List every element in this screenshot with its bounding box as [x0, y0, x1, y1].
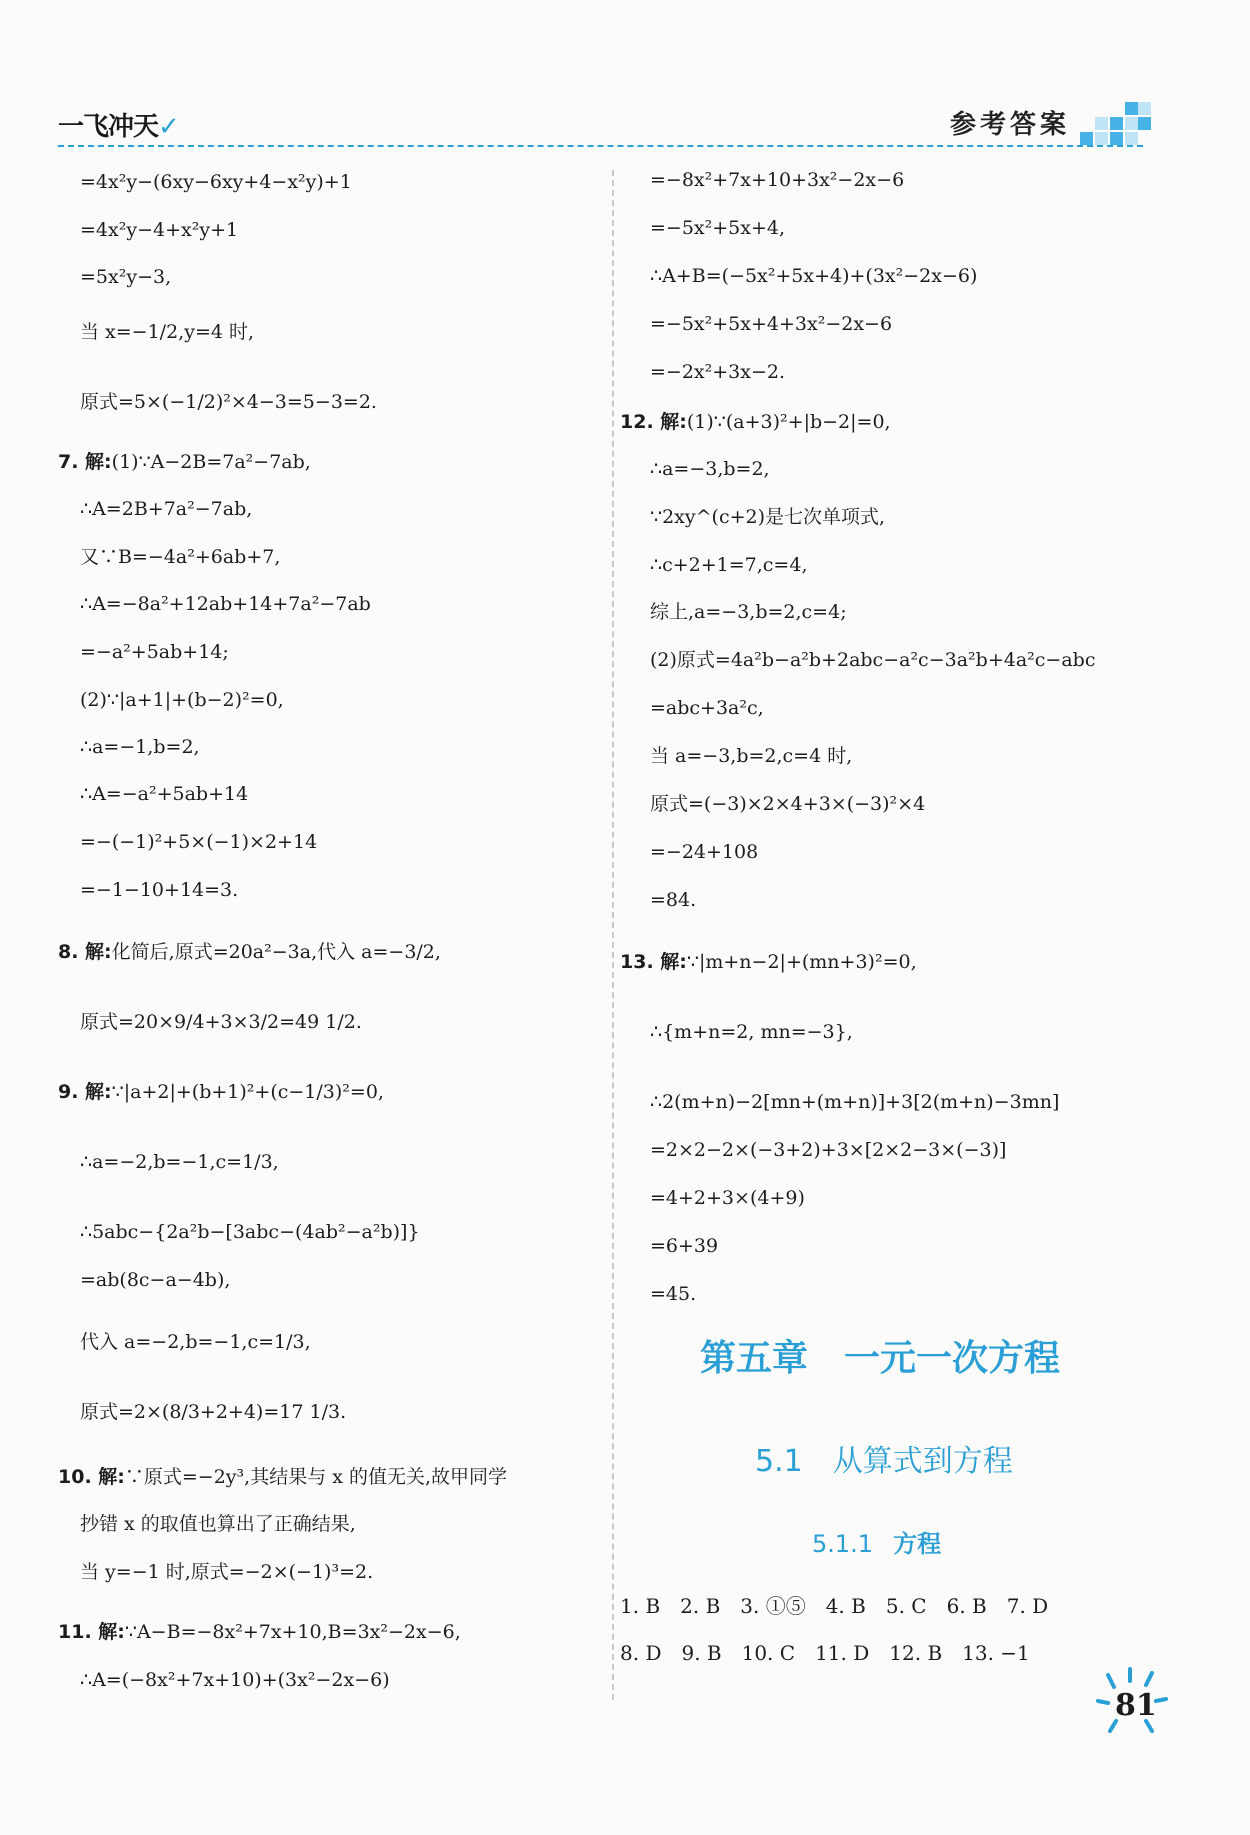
answer-line: 8. 解:化简后,原式=20a²−3a,代入 a=−3/2,	[58, 941, 441, 963]
answer-line: 当 x=−1/2,y=4 时,	[80, 321, 255, 343]
header-title: 参考答案	[950, 110, 1071, 140]
answer-line: 原式=2×(8/3+2+4)=17 1/3.	[80, 1401, 347, 1423]
answer-line: =4+2+3×(4+9)	[650, 1187, 805, 1209]
answer-line: ∴a=−1,b=2,	[80, 736, 200, 758]
answer-line: =2×2−2×(−3+2)+3×[2×2−3×(−3)]	[650, 1139, 1007, 1161]
decorative-squares-icon	[1080, 100, 1152, 150]
answer-line: ∴A=−8a²+12ab+14+7a²−7ab	[80, 593, 371, 615]
answer-line: 13. 解:∵|m+n−2|+(mn+3)²=0,	[620, 951, 917, 973]
question-number: 11. 解:	[58, 1621, 125, 1643]
answer-line: =45.	[650, 1283, 697, 1305]
answer-line: =−8x²+7x+10+3x²−2x−6	[650, 169, 905, 191]
subsection-title	[812, 1524, 941, 1559]
answer-line: ∴A=−a²+5ab+14	[80, 783, 249, 805]
answer-line: ∴{m+n=2, mn=−3},	[650, 1021, 853, 1043]
answer-line: (2)原式=4a²b−a²b+2abc−a²c−3a²b+4a²c−abc	[650, 649, 1096, 671]
answer-line: ∴c+2+1=7,c=4,	[650, 554, 808, 576]
section-title: 5.1 从算式到方程	[755, 1444, 1013, 1479]
answer-line: 9. 解:∵|a+2|+(b+1)²+(c−1/3)²=0,	[58, 1081, 384, 1103]
subsection-label: 方程	[893, 1530, 942, 1558]
question-number: 7. 解:	[58, 451, 112, 473]
page-number: 81	[1115, 1688, 1157, 1723]
answer-line: 当 y=−1 时,原式=−2×(−1)³=2.	[80, 1561, 374, 1583]
column-divider	[612, 170, 614, 1700]
answer-line: =4x²y−(6xy−6xy+4−x²y)+1	[80, 171, 352, 193]
chapter-title: 第五章 一元一次方程	[700, 1338, 1061, 1379]
question-number: 12. 解:	[620, 411, 687, 433]
answer-line: =−2x²+3x−2.	[650, 361, 786, 383]
answer-line: 原式=(−3)×2×4+3×(−3)²×4	[650, 793, 926, 815]
brand-logo	[58, 106, 179, 143]
answer-line: =−24+108	[650, 841, 759, 863]
answer-line: 11. 解:∵A−B=−8x²+7x+10,B=3x²−2x−6,	[58, 1621, 461, 1643]
question-number: 13. 解:	[620, 951, 687, 973]
answer-line: ∵2xy^(c+2)是七次单项式,	[650, 506, 886, 528]
answer-line: =−a²+5ab+14;	[80, 641, 229, 663]
check-icon: ✓	[158, 112, 179, 142]
answer-line: ∴a=−3,b=2,	[650, 458, 770, 480]
answer-line: =ab(8c−a−4b),	[80, 1269, 231, 1291]
answer-line: =abc+3a²c,	[650, 697, 764, 719]
answer-line: ∴a=−2,b=−1,c=1/3,	[80, 1151, 279, 1173]
answer-line: 综上,a=−3,b=2,c=4;	[650, 601, 847, 623]
answer-line: ∴A+B=(−5x²+5x+4)+(3x²−2x−6)	[650, 265, 978, 287]
answer-line: =4x²y−4+x²y+1	[80, 219, 239, 241]
brand-text: 一飞冲天	[58, 112, 159, 142]
answer-line: =84.	[650, 889, 697, 911]
answer-line: =−(−1)²+5×(−1)×2+14	[80, 831, 318, 853]
answer-line: ∴A=2B+7a²−7ab,	[80, 498, 253, 520]
answer-line: ∴5abc−{2a²b−[3abc−(4ab²−a²b)]}	[80, 1221, 420, 1243]
answer-line: 原式=20×9/4+3×3/2=49 1/2.	[80, 1011, 362, 1033]
question-number: 10. 解:	[58, 1466, 125, 1488]
answers-row-2: 8. D 9. B 10. C 11. D 12. B 13. −1	[620, 1641, 1030, 1665]
answer-line: =−5x²+5x+4+3x²−2x−6	[650, 313, 893, 335]
answer-line: 代入 a=−2,b=−1,c=1/3,	[80, 1331, 311, 1353]
question-number: 9. 解:	[58, 1081, 112, 1103]
answer-line: (2)∵|a+1|+(b−2)²=0,	[80, 689, 284, 711]
answer-line: 10. 解:∵原式=−2y³,其结果与 x 的值无关,故甲同学	[58, 1466, 508, 1488]
answer-line: ∴2(m+n)−2[mn+(m+n)]+3[2(m+n)−3mn]	[650, 1091, 1060, 1113]
subsection-number: 5.1.1	[812, 1530, 874, 1558]
answer-line: =5x²y−3,	[80, 266, 172, 288]
answer-line: =−5x²+5x+4,	[650, 217, 786, 239]
answer-line: 12. 解:(1)∵(a+3)²+|b−2|=0,	[620, 411, 891, 433]
answer-line: ∴A=(−8x²+7x+10)+(3x²−2x−6)	[80, 1669, 390, 1691]
header-rule	[58, 145, 1143, 151]
answer-line: 原式=5×(−1/2)²×4−3=5−3=2.	[80, 391, 377, 413]
question-number: 8. 解:	[58, 941, 112, 963]
answer-line: 抄错 x 的取值也算出了正确结果,	[80, 1513, 356, 1535]
answer-line: 又∵B=−4a²+6ab+7,	[80, 546, 281, 568]
answer-line: =6+39	[650, 1235, 719, 1257]
answers-row-1: 1. B 2. B 3. ①⑤ 4. B 5. C 6. B 7. D	[620, 1594, 1049, 1618]
answer-line: 7. 解:(1)∵A−2B=7a²−7ab,	[58, 451, 311, 473]
answer-line: 当 a=−3,b=2,c=4 时,	[650, 745, 853, 767]
answer-line: =−1−10+14=3.	[80, 879, 239, 901]
